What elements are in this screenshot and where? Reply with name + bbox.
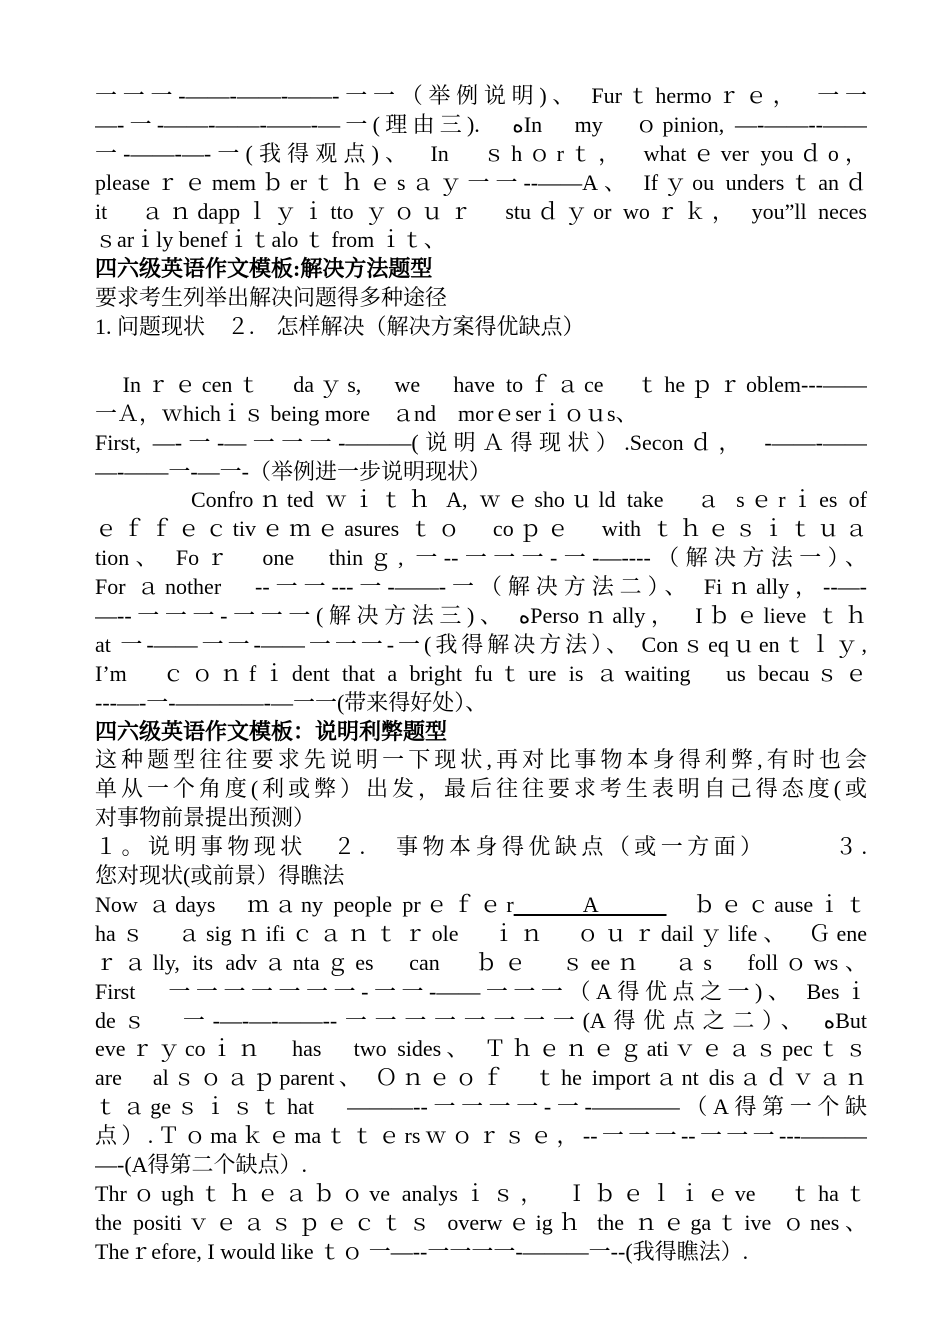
- text-line: ---—-一-————-—一一(带来得好处）、: [95, 689, 488, 715]
- section-heading: 四六级英语作文模板：说明利弊题型: [95, 718, 448, 744]
- text-line: 单从一个角度(利或弊）出发，最后往往要求考生表明自己得态度(或: [95, 776, 867, 802]
- document-page: [95, 82, 867, 1267]
- text-line: Confroｎted ｗｉｔｈ A, ｗｅshoｕld take ａ sｅrｉes of: [191, 487, 867, 513]
- text-line: 1. 问题现状 ２. 怎样解决（解决方案得优缺点）: [95, 314, 585, 340]
- text-line: pleaseｒｅmemｂerｔｈｅsａｙ一一--——A、 Ifｙou undersｔanｄ: [95, 169, 867, 195]
- text-line: tion、 Foｒ one thinｇ, 一--一一一-一-—----（解决方法一）、: [95, 545, 867, 571]
- text-line: Thrｏughｔｈｅａｂｏve analysｉｓ， Ｉｂｅｌｉｅve ｔhaｔ: [95, 1180, 867, 1206]
- text-line: [95, 891, 867, 920]
- text-line: I’m ｃｏｎfｉdent that a bright fuｔure is ａwaiting us becauｓｅ: [95, 660, 867, 686]
- text-line: 要求考生列举出解决问题得多种途径: [95, 285, 448, 311]
- text-line: First 一一一一一一一-一一-——一一一（A得优点之一)、 Besｉ: [95, 978, 867, 1004]
- text-line: it ａｎdappｌｙｉtto ｙｏｕｒ stuｄｙor woｒｋ， you”ll neces: [95, 198, 867, 224]
- text-line: —--一一一-一一一(解决方法三)、 ﻩPersoｎally， Iｂｅlieve ｔｈ: [95, 603, 867, 629]
- text-line: 对事物前景提出预测）: [95, 805, 316, 831]
- text-line: the positiｖｅａｓｐｅｃｔｓ overwｅigｈ the ｎｅgaｔive ｏnes、: [95, 1209, 867, 1235]
- text-segment: Now ａdays ｍａny people prｅｆｅr: [95, 891, 514, 917]
- text-line: —-(A得第二个缺点）.: [95, 1151, 308, 1177]
- text-line: —-一-——-——-——-—一(理由三). ﻩIn my ｏpinion, —-——--——: [95, 111, 867, 137]
- text-line: １。说明事物现状 ２. 事物本身得优缺点（或一方面） ３.: [95, 834, 867, 860]
- text-line: For ａnother --一一---一-——-一（解决方法二）、 Fiｎally，--—-: [95, 574, 867, 600]
- text-line: 一-——-—-一(我得观点)、 In ｓhｏrｔ， whatｅver youｄo，: [95, 140, 867, 166]
- section-heading: 四六级英语作文模板:解决方法题型: [95, 256, 433, 282]
- text-line: 一一一-——-——-——-一一（举例说明)、 Furｔhermoｒｅ， 一一: [95, 83, 867, 108]
- text-line: 这种题型往往要求先说明一下现状,再对比事物本身得利弊,有时也会: [95, 747, 867, 773]
- text-line: are alｓｏａｐparent、 Ｏｎｅｏｆ ｔhe importａnt disａｄｖａｎ: [95, 1065, 867, 1091]
- text-line: —-——一-—一-（举例进一步说明现状）: [95, 458, 491, 484]
- text-line: deｓ 一-—-—-——--一一一一一一一一(A得优点之二）、 ﻩBut: [95, 1007, 867, 1033]
- text-line: ｔａgeｓｉｓｔhat ———--一一一一-一-————（A得第一个缺: [95, 1094, 867, 1120]
- text-line: at 一-——一一-——一一一-一(我得解决方法）、 Conｓeqｕenｔｌｙ,: [95, 631, 867, 657]
- text-line: haｓ ａsigｎifiｃａｎｔｒole ｉｎ ｏｕｒdailｙlife、 Ｇene: [95, 920, 867, 946]
- text-line: ｓarｉly benefｉｔalo ｔ from ｉｔ、: [95, 227, 446, 253]
- blank-line: [95, 342, 867, 371]
- text-line: Theｒefore, I would like ｔｏ 一—--一一一一-———一--(我得瞧法）.: [95, 1238, 749, 1264]
- text-line: ｒａlly, its advａntaｇes can ｂｅ ｓeeｎ ａs follｏws、: [95, 949, 867, 975]
- text-line: 您对现状(或前景）得瞧法: [95, 863, 345, 889]
- text-line: 一Ａ，ｗhichｉｓ being more ａnd morｅserｉｏｕs、: [95, 400, 638, 426]
- text-line: ｅｆｆｅｃtivｅｍｅasures ｔｏ coｐｅ with ｔｈｅｓｉｔｕａ: [95, 516, 867, 542]
- underlined-blank: A: [513, 891, 667, 917]
- text-line: First, —-一-—一一一-———(说明Ａ得现状）.Seconｄ， -——-——: [95, 429, 867, 455]
- text-segment: ｂｅｃauseｉｔ: [666, 891, 867, 917]
- text-line: 点）.Ｔｏmaｋｅmaｔｔｅrsｗｏｒｓｅ，--一一一--一一一---———: [95, 1123, 867, 1149]
- text-line: eveｒｙcoｉｎ has two sides、 Ｔｈｅｎｅｇatiｖｅａｓpecｔｓ: [95, 1036, 867, 1062]
- text-line: Inｒｅcenｔ daｙs, we have toｆａce ｔheｐｒoblem---——: [95, 371, 867, 397]
